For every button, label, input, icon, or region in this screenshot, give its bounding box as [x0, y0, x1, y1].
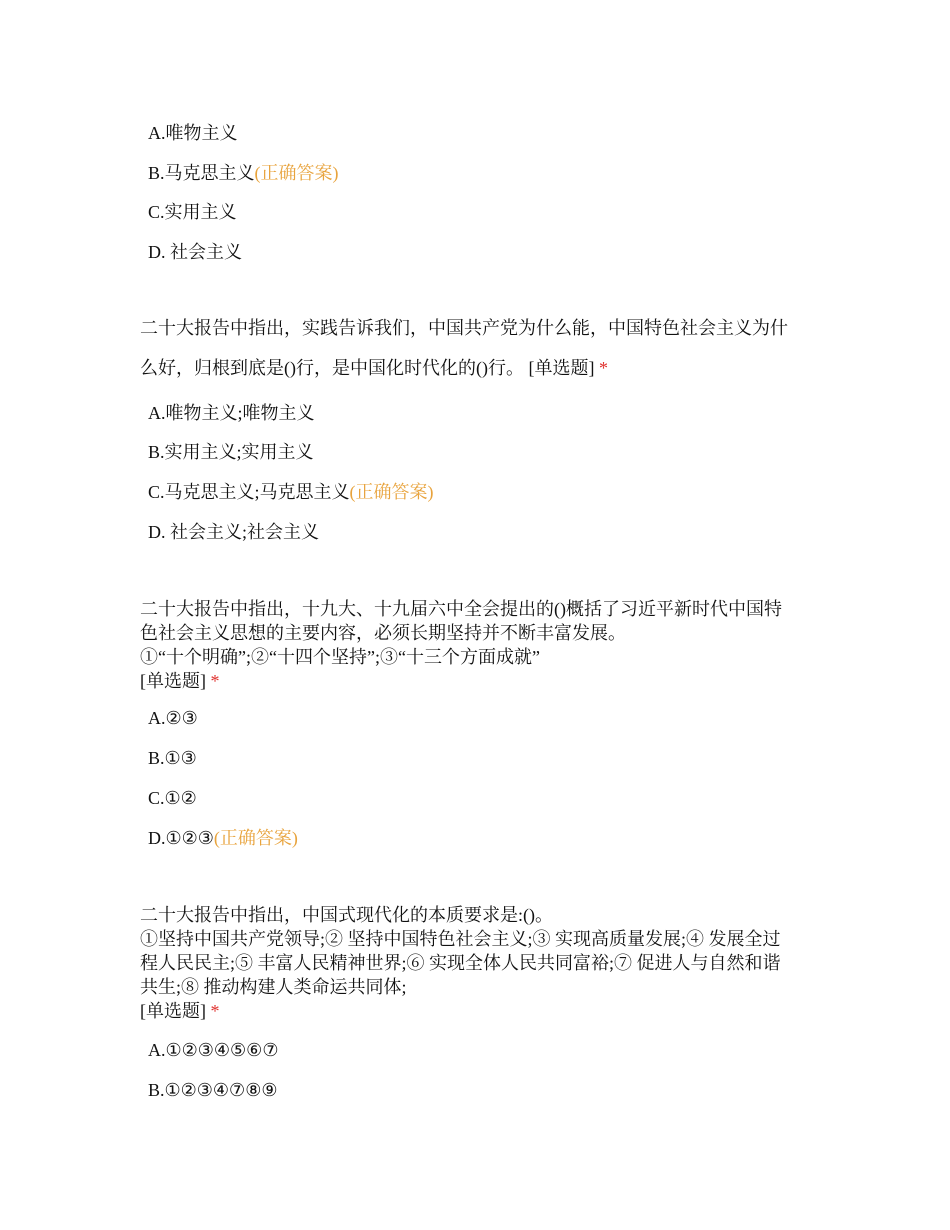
q1-option-b[interactable]: [148, 440, 314, 464]
q1-option-a[interactable]: [148, 401, 315, 425]
required-mark: *: [210, 671, 220, 691]
q0-option-a[interactable]: [148, 121, 238, 145]
q3-title: [140, 903, 820, 1023]
option-label: B.实用主义;实用主义: [148, 442, 314, 462]
required-mark: *: [210, 1001, 220, 1021]
q1-option-d[interactable]: [148, 520, 319, 544]
question-text-line: [单选题]: [140, 671, 206, 691]
question-text-line: 二十大报告中指出，十九大、十九届六中全会提出的()概括了习近平新时代中国特: [140, 599, 782, 619]
option-label: D. 社会主义;社会主义: [148, 522, 319, 542]
question-text-line: [单选题]: [140, 1001, 206, 1021]
question-text-line: 么好，归根到底是()行，是中国化时代化的()行。 [单选题]: [140, 358, 595, 378]
correct-answer-tag: (正确答案): [213, 828, 298, 848]
option-label: B.①②③④⑦⑧⑨: [148, 1080, 278, 1100]
q0-option-c[interactable]: [148, 200, 237, 224]
question-text-line: 程人民民主;⑤ 丰富人民精神世界;⑥ 实现全体人民共同富裕;⑦ 促进人与自然和谐: [140, 953, 781, 973]
question-text-line: ①“十个明确”;②“十四个坚持”;③“十三个方面成就”: [140, 647, 540, 667]
option-label: A.①②③④⑤⑥⑦: [148, 1040, 279, 1060]
question-text-line: 色社会主义思想的主要内容，必须长期坚持并不断丰富发展。: [140, 623, 626, 643]
option-label: A.唯物主义;唯物主义: [148, 403, 315, 423]
q2-option-a[interactable]: [148, 706, 198, 730]
correct-answer-tag: (正确答案): [254, 163, 339, 183]
option-label: B.马克思主义: [148, 163, 255, 183]
q0-option-d[interactable]: [148, 240, 242, 264]
question-text-line: ①坚持中国共产党领导;② 坚持中国特色社会主义;③ 实现高质量发展;④ 发展全过: [140, 929, 781, 949]
question-text-line: 二十大报告中指出，实践告诉我们，中国共产党为什么能，中国特色社会主义为什: [140, 318, 788, 338]
option-label: C.马克思主义;马克思主义: [148, 482, 350, 502]
option-label: B.①③: [148, 748, 197, 768]
question-text-line: 二十大报告中指出，中国式现代化的本质要求是:()。: [140, 905, 553, 925]
option-label: D. 社会主义: [148, 242, 242, 262]
q1-option-c[interactable]: [148, 480, 434, 504]
option-label: A.唯物主义: [148, 123, 238, 143]
option-label: A.②③: [148, 708, 198, 728]
q2-option-b[interactable]: [148, 746, 197, 770]
q2-option-c[interactable]: [148, 786, 197, 810]
q2-title: [140, 597, 820, 693]
q3-option-b[interactable]: [148, 1078, 277, 1102]
option-label: C.①②: [148, 788, 197, 808]
q3-option-a[interactable]: [148, 1038, 278, 1062]
correct-answer-tag: (正确答案): [349, 482, 434, 502]
required-mark: *: [598, 358, 608, 378]
question-text-line: 共生;⑧ 推动构建人类命运共同体;: [140, 977, 407, 997]
option-label: C.实用主义: [148, 202, 237, 222]
q1-title: [140, 316, 820, 380]
q2-option-d[interactable]: [148, 826, 298, 850]
q0-option-b[interactable]: [148, 161, 339, 185]
option-label: D.①②③: [148, 828, 214, 848]
